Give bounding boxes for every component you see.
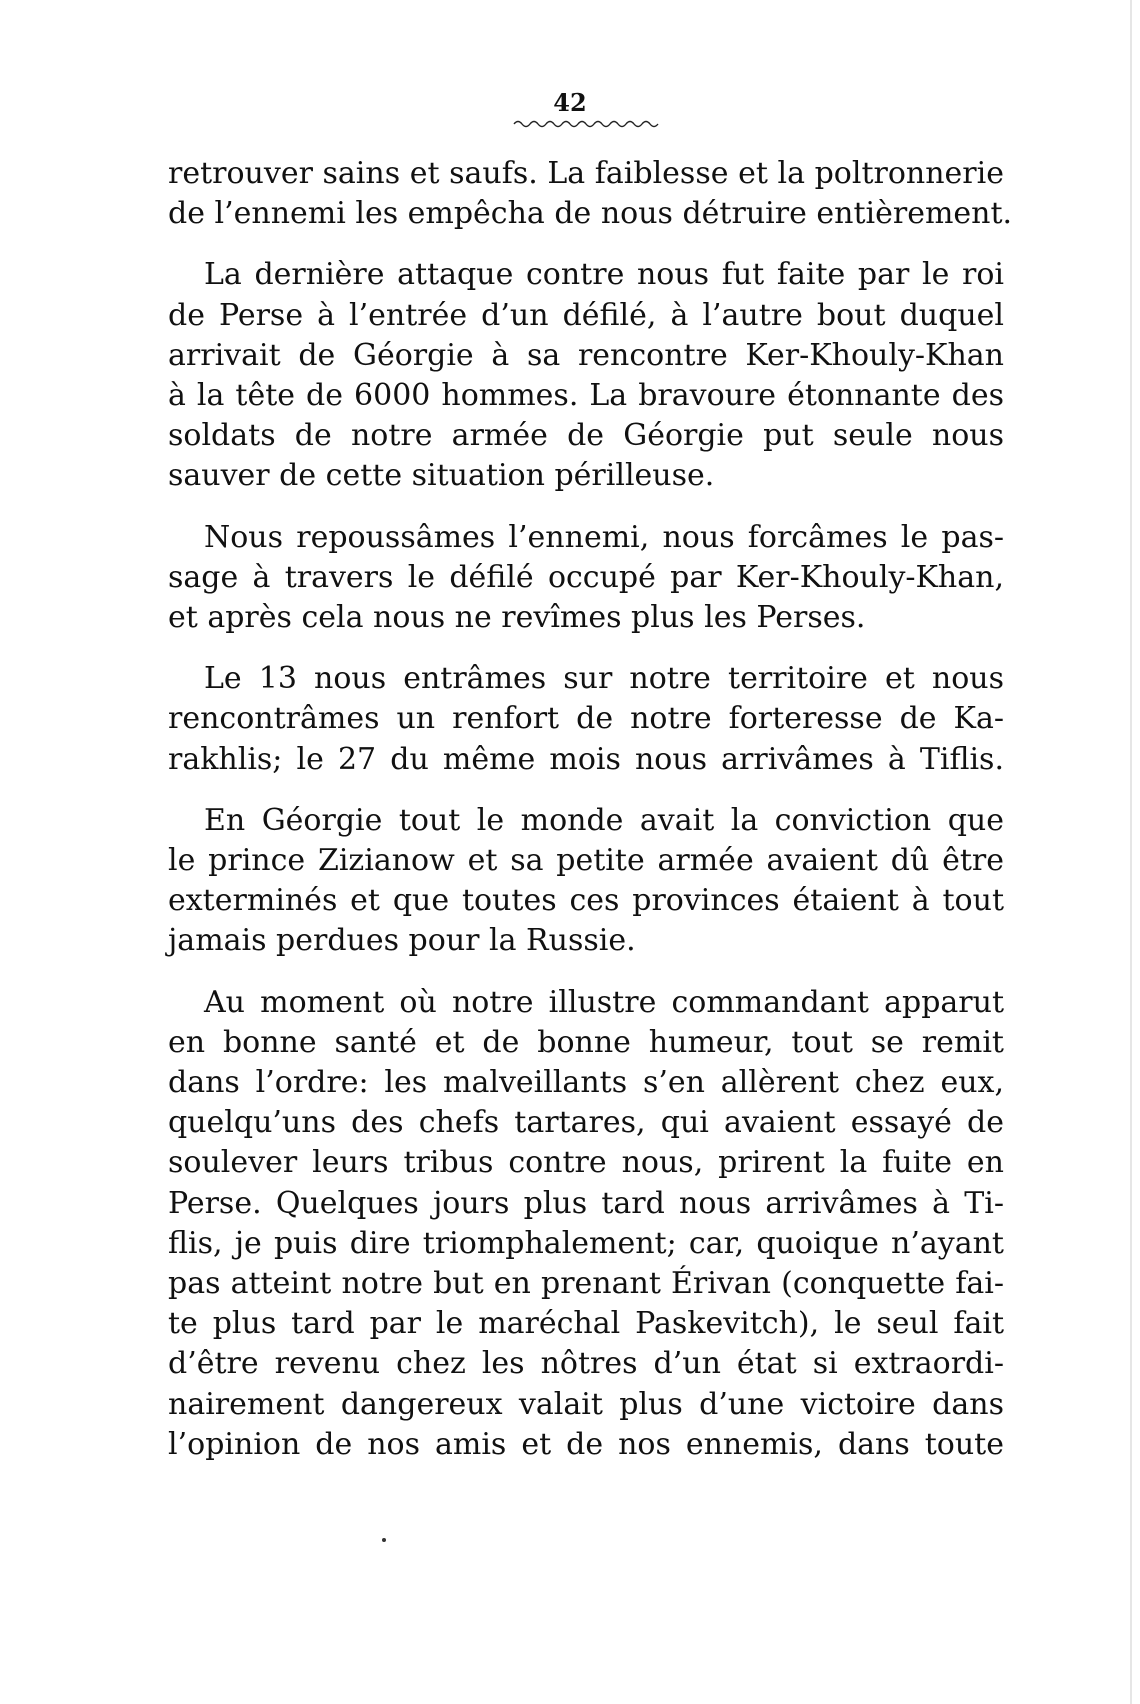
- text-line: quelqu’uns des chefs tartares, qui avaient essayé de: [168, 1105, 1004, 1141]
- text-line: jamais perdues pour la Russie.: [168, 923, 636, 959]
- text-line: Nous repoussâmes l’ennemi, nous forcâmes le pas-: [204, 519, 1004, 555]
- print-speck: [382, 1538, 386, 1542]
- paragraph-3: [168, 518, 1004, 639]
- paragraph-1: [168, 154, 1013, 234]
- text-line: exterminés et que toutes ces provinces étaient à tout: [168, 883, 1004, 919]
- text-line: sauver de cette situation périlleuse.: [168, 458, 715, 494]
- text-line: à la tête de 6000 hommes. La bravoure étonnante des: [168, 378, 1004, 414]
- text-line: et après cela nous ne revîmes plus les Perses.: [168, 600, 866, 636]
- text-line: te plus tard par le maréchal Paskevitch), le seul fait: [168, 1306, 1004, 1342]
- text-line: retrouver sains et saufs. La faiblesse et la poltronnerie: [168, 156, 1004, 191]
- paragraph-4: [168, 659, 1004, 780]
- text-line: l’opinion de nos amis et de nos ennemis, dans toute: [168, 1426, 1004, 1462]
- text-line: En Géorgie tout le monde avait la conviction que: [204, 802, 1004, 838]
- text-line: sage à travers le défilé occupé par Ker-Khouly-Khan,: [168, 559, 1004, 595]
- text-line: en bonne santé et de bonne humeur, tout se remit: [168, 1024, 1004, 1060]
- text-line: nairement dangereux valait plus d’une victoire dans: [168, 1386, 1004, 1422]
- text-line: Perse. Quelques jours plus tard nous arrivâmes à Ti-: [168, 1185, 1004, 1221]
- body-text: [168, 154, 1013, 1465]
- text-line: rencontrâmes un renfort de notre forteresse de Ka-: [168, 701, 1004, 737]
- text-line: pas atteint notre but en prenant Érivan (conquette fai-: [168, 1266, 1004, 1302]
- text-line: La dernière attaque contre nous fut faite par le roi: [204, 257, 1004, 293]
- text-line: arrivait de Géorgie à sa rencontre Ker-Khouly-Khan: [168, 337, 1004, 373]
- text-line: flis, je puis dire triomphalement; car, quoique n’ayant: [168, 1225, 1004, 1261]
- text-line: Le 13 nous entrâmes sur notre territoire et nous: [204, 661, 1004, 697]
- page-edge-line: [1130, 0, 1132, 1704]
- paragraph-6: [168, 983, 1004, 1465]
- text-line: de Perse à l’entrée d’un défilé, à l’autre bout duquel: [168, 297, 1004, 333]
- paragraph-5: [168, 801, 1004, 962]
- text-line: de l’ennemi les empêcha de nous détruire entièrement.: [168, 196, 1013, 232]
- paragraph-2: [168, 255, 1004, 496]
- text-line: d’être revenu chez les nôtres d’un état si extraordi-: [168, 1346, 1004, 1382]
- text-line: soldats de notre armée de Géorgie put seule nous: [168, 418, 1004, 454]
- text-line: Au moment où notre illustre commandant apparut: [204, 984, 1004, 1020]
- text-line: dans l’ordre: les malveillants s’en allèrent chez eux,: [168, 1065, 1004, 1101]
- text-line: le prince Zizianow et sa petite armée avaient dû être: [168, 843, 1004, 879]
- text-line: rakhlis; le 27 du même mois nous arrivâmes à Tiflis.: [168, 741, 1004, 777]
- wavy-rule-ornament: [512, 118, 660, 130]
- text-line: soulever leurs tribus contre nous, prirent la fuite en: [168, 1145, 1004, 1181]
- page-number: 42: [553, 88, 587, 117]
